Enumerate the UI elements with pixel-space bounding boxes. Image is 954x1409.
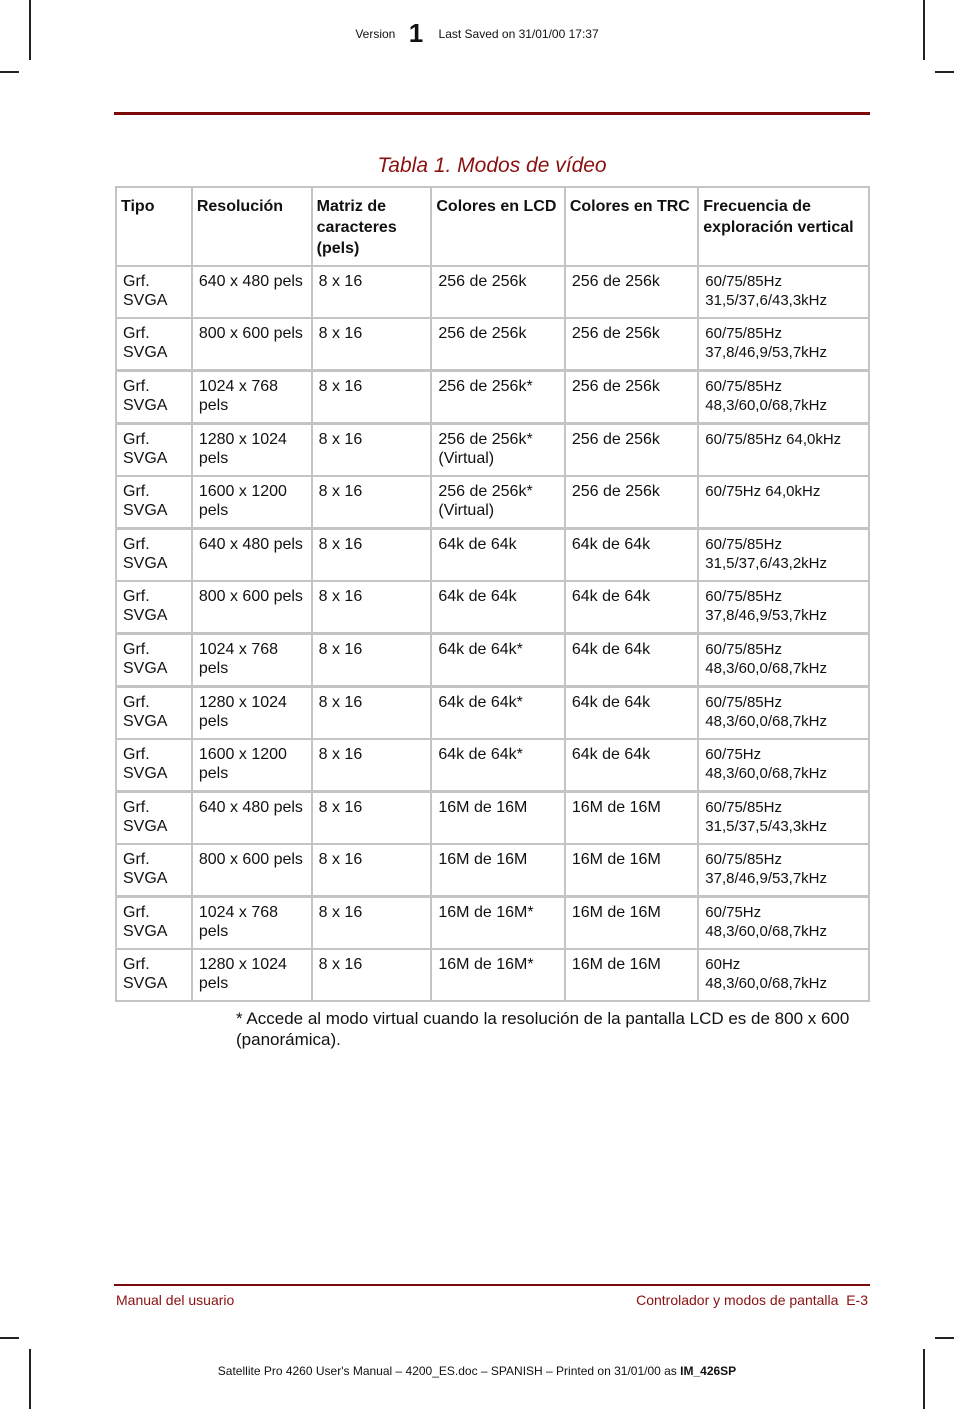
cell-resolucion: 1024 x 768 pels xyxy=(192,634,312,687)
table-row xyxy=(116,266,869,318)
cell-lcd: 256 de 256k xyxy=(431,266,564,318)
table-row xyxy=(116,581,869,634)
crop-mark-bl-v xyxy=(29,1349,31,1409)
cell-trc: 256 de 256k xyxy=(565,371,698,424)
cell-matriz: 8 x 16 xyxy=(312,266,432,318)
cell-frecuencia: 60/75Hz 48,3/60,0/68,7kHz xyxy=(698,897,869,950)
cell-lcd: 256 de 256k* (Virtual) xyxy=(431,476,564,529)
footer-rule xyxy=(114,1284,870,1286)
cell-lcd: 64k de 64k xyxy=(431,581,564,634)
cell-lcd: 16M de 16M* xyxy=(431,949,564,1001)
table-row xyxy=(116,792,869,845)
cell-resolucion: 1600 x 1200 pels xyxy=(192,476,312,529)
table-row xyxy=(116,318,869,371)
table-row xyxy=(116,687,869,740)
print-code: IM_426SP xyxy=(680,1364,737,1378)
version-number: 1 xyxy=(408,18,424,48)
cell-frecuencia: 60/75Hz 64,0kHz xyxy=(698,476,869,529)
cell-tipo: Grf. SVGA xyxy=(116,371,192,424)
cell-frecuencia: 60/75/85Hz 37,8/46,9/53,7kHz xyxy=(698,581,869,634)
cell-tipo: Grf. SVGA xyxy=(116,949,192,1001)
cell-tipo: Grf. SVGA xyxy=(116,476,192,529)
cell-trc: 64k de 64k xyxy=(565,739,698,792)
table-row xyxy=(116,949,869,1001)
cell-trc: 16M de 16M xyxy=(565,897,698,950)
cell-lcd: 16M de 16M xyxy=(431,844,564,897)
version-label: Version xyxy=(355,27,396,41)
cell-matriz: 8 x 16 xyxy=(312,529,432,582)
table-row xyxy=(116,529,869,582)
cell-matriz: 8 x 16 xyxy=(312,897,432,950)
cell-trc: 256 de 256k xyxy=(565,318,698,371)
cell-frecuencia: 60/75/85Hz 37,8/46,9/53,7kHz xyxy=(698,844,869,897)
cell-tipo: Grf. SVGA xyxy=(116,581,192,634)
footer-manual-title: Manual del usuario xyxy=(116,1292,235,1308)
crop-mark-br-v xyxy=(923,1349,925,1409)
cell-trc: 256 de 256k xyxy=(565,424,698,477)
col-header-frecuencia: Frecuencia de exploración vertical xyxy=(698,187,869,266)
table-row xyxy=(116,844,869,897)
last-saved: Last Saved on 31/01/00 17:37 xyxy=(438,27,599,41)
cell-resolucion: 1280 x 1024 pels xyxy=(192,687,312,740)
cell-frecuencia: 60/75/85Hz 31,5/37,5/43,3kHz xyxy=(698,792,869,845)
cell-trc: 256 de 256k xyxy=(565,476,698,529)
cell-lcd: 256 de 256k* xyxy=(431,371,564,424)
header-rule xyxy=(114,112,870,115)
cell-lcd: 16M de 16M* xyxy=(431,897,564,950)
print-info xyxy=(0,1364,954,1378)
cell-matriz: 8 x 16 xyxy=(312,318,432,371)
cell-frecuencia: 60/75/85Hz 31,5/37,6/43,2kHz xyxy=(698,529,869,582)
cell-resolucion: 1280 x 1024 pels xyxy=(192,949,312,1001)
cell-resolucion: 1600 x 1200 pels xyxy=(192,739,312,792)
footer-section-page: Controlador y modos de pantalla E-3 xyxy=(636,1292,868,1308)
cell-tipo: Grf. SVGA xyxy=(116,266,192,318)
cell-resolucion: 640 x 480 pels xyxy=(192,266,312,318)
crop-mark-tl-h xyxy=(0,71,19,73)
cell-trc: 64k de 64k xyxy=(565,634,698,687)
cell-matriz: 8 x 16 xyxy=(312,844,432,897)
table-row xyxy=(116,897,869,950)
cell-resolucion: 1280 x 1024 pels xyxy=(192,424,312,477)
col-header-resolucion: Resolución xyxy=(192,187,312,266)
table-row xyxy=(116,476,869,529)
crop-mark-bl-h xyxy=(0,1337,19,1339)
cell-matriz: 8 x 16 xyxy=(312,739,432,792)
col-header-tipo: Tipo xyxy=(116,187,192,266)
cell-frecuencia: 60/75/85Hz 48,3/60,0/68,7kHz xyxy=(698,371,869,424)
cell-tipo: Grf. SVGA xyxy=(116,792,192,845)
cell-matriz: 8 x 16 xyxy=(312,581,432,634)
cell-frecuencia: 60/75/85Hz 37,8/46,9/53,7kHz xyxy=(698,318,869,371)
cell-trc: 64k de 64k xyxy=(565,581,698,634)
cell-resolucion: 800 x 600 pels xyxy=(192,844,312,897)
cell-frecuencia: 60/75Hz 48,3/60,0/68,7kHz xyxy=(698,739,869,792)
cell-frecuencia: 60/75/85Hz 48,3/60,0/68,7kHz xyxy=(698,634,869,687)
print-line-text: Satellite Pro 4260 User's Manual – 4200_ES.doc – SPANISH – Printed on 31/01/00 as xyxy=(217,1364,677,1378)
cell-matriz: 8 x 16 xyxy=(312,476,432,529)
table-row xyxy=(116,371,869,424)
cell-lcd: 64k de 64k* xyxy=(431,687,564,740)
cell-tipo: Grf. SVGA xyxy=(116,529,192,582)
cell-trc: 16M de 16M xyxy=(565,844,698,897)
cell-lcd: 256 de 256k* (Virtual) xyxy=(431,424,564,477)
cell-tipo: Grf. SVGA xyxy=(116,687,192,740)
table-caption: Tabla 1. Modos de vídeo xyxy=(377,154,607,177)
cell-tipo: Grf. SVGA xyxy=(116,318,192,371)
col-header-trc: Colores en TRC xyxy=(565,187,698,266)
cell-frecuencia: 60/75/85Hz 64,0kHz xyxy=(698,424,869,477)
version-header xyxy=(0,18,954,49)
cell-tipo: Grf. SVGA xyxy=(116,844,192,897)
cell-matriz: 8 x 16 xyxy=(312,792,432,845)
cell-lcd: 64k de 64k* xyxy=(431,634,564,687)
cell-tipo: Grf. SVGA xyxy=(116,739,192,792)
col-header-matriz: Matriz de caracteres (pels) xyxy=(312,187,432,266)
cell-lcd: 64k de 64k* xyxy=(431,739,564,792)
cell-tipo: Grf. SVGA xyxy=(116,634,192,687)
cell-lcd: 256 de 256k xyxy=(431,318,564,371)
cell-tipo: Grf. SVGA xyxy=(116,424,192,477)
cell-lcd: 16M de 16M xyxy=(431,792,564,845)
cell-frecuencia: 60/75/85Hz 31,5/37,6/43,3kHz xyxy=(698,266,869,318)
footnote: * Accede al modo virtual cuando la resolución de la pantalla LCD es de 800 x 600 (panorámica). xyxy=(236,1009,850,1049)
cell-resolucion: 640 x 480 pels xyxy=(192,529,312,582)
cell-matriz: 8 x 16 xyxy=(312,687,432,740)
cell-resolucion: 800 x 600 pels xyxy=(192,581,312,634)
cell-trc: 16M de 16M xyxy=(565,949,698,1001)
cell-matriz: 8 x 16 xyxy=(312,634,432,687)
crop-mark-tr-h xyxy=(935,71,954,73)
cell-resolucion: 1024 x 768 pels xyxy=(192,897,312,950)
table-header-row xyxy=(116,187,869,266)
cell-matriz: 8 x 16 xyxy=(312,424,432,477)
cell-matriz: 8 x 16 xyxy=(312,371,432,424)
table-row xyxy=(116,424,869,477)
cell-trc: 64k de 64k xyxy=(565,687,698,740)
table-row xyxy=(116,634,869,687)
cell-frecuencia: 60/75/85Hz 48,3/60,0/68,7kHz xyxy=(698,687,869,740)
cell-resolucion: 640 x 480 pels xyxy=(192,792,312,845)
cell-trc: 256 de 256k xyxy=(565,266,698,318)
cell-tipo: Grf. SVGA xyxy=(116,897,192,950)
table-row xyxy=(116,739,869,792)
cell-matriz: 8 x 16 xyxy=(312,949,432,1001)
cell-frecuencia: 60Hz 48,3/60,0/68,7kHz xyxy=(698,949,869,1001)
col-header-lcd: Colores en LCD xyxy=(431,187,564,266)
cell-resolucion: 1024 x 768 pels xyxy=(192,371,312,424)
cell-resolucion: 800 x 600 pels xyxy=(192,318,312,371)
cell-trc: 64k de 64k xyxy=(565,529,698,582)
cell-trc: 16M de 16M xyxy=(565,792,698,845)
cell-lcd: 64k de 64k xyxy=(431,529,564,582)
crop-mark-br-h xyxy=(935,1337,954,1339)
video-modes-table xyxy=(115,186,870,1002)
